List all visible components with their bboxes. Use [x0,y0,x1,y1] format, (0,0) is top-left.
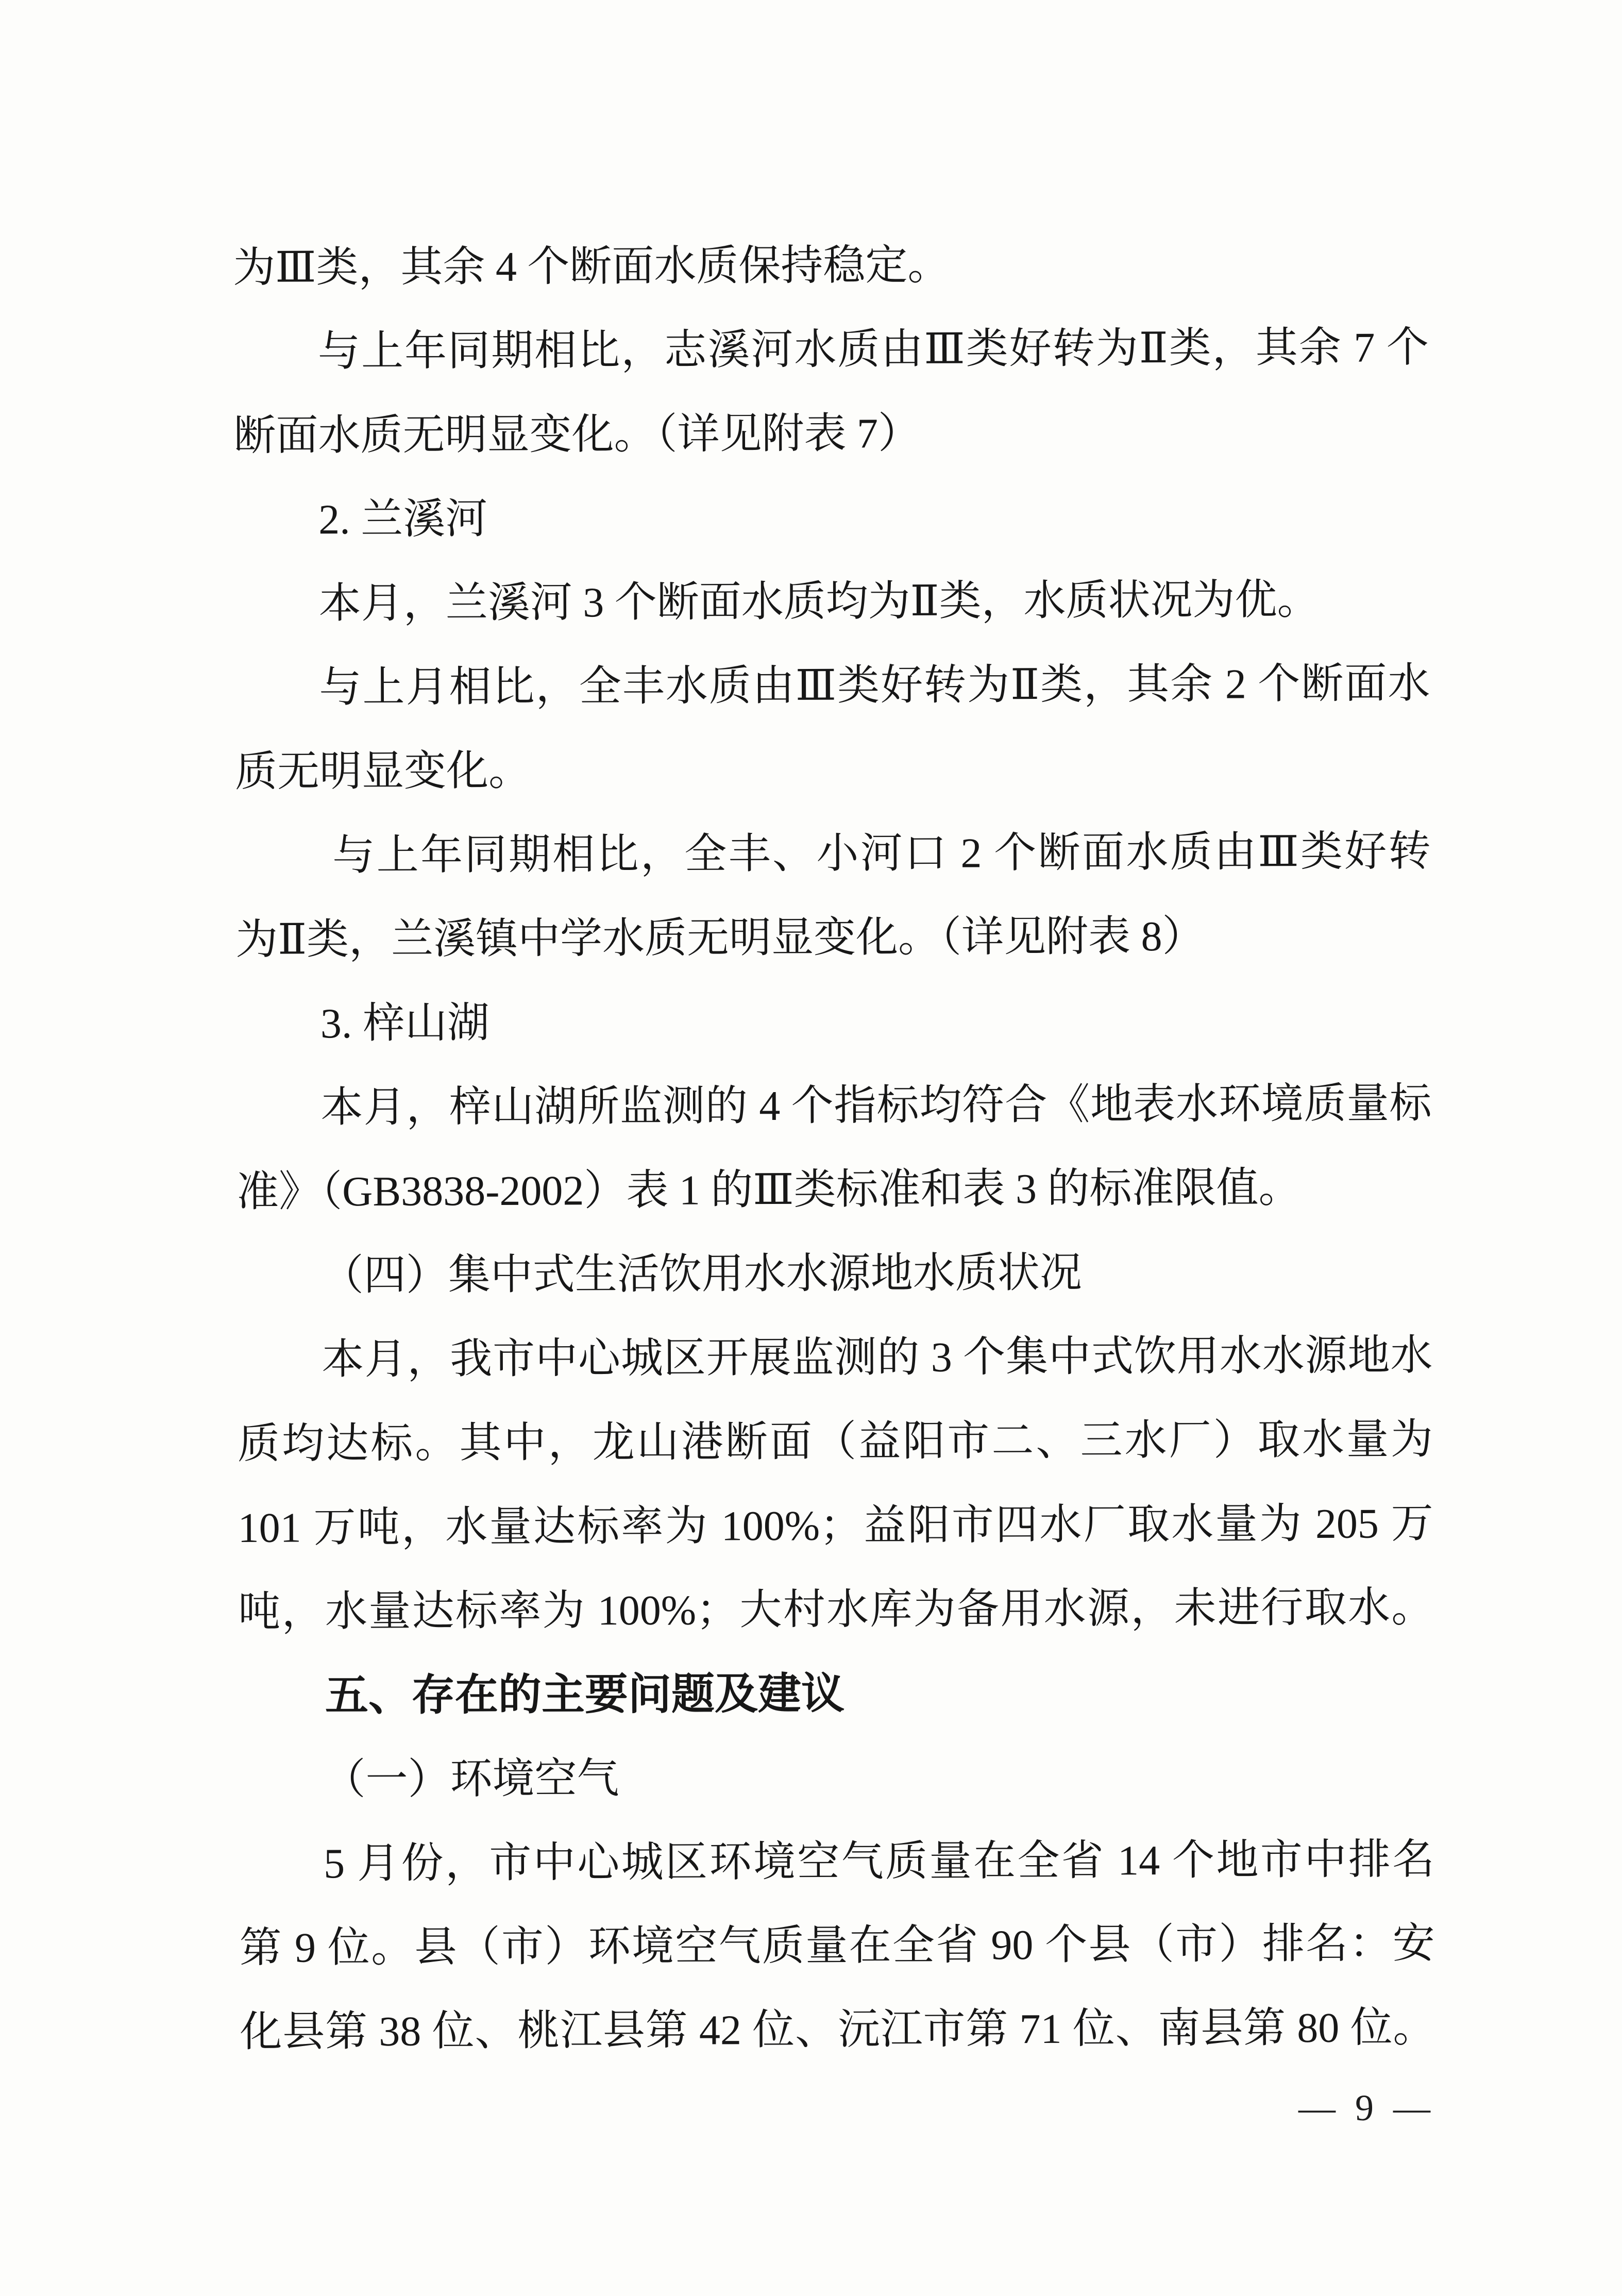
text-line-9: 为Ⅱ类，兰溪镇中学水质无明显变化。（详见附表 8） [235,912,1205,963]
text-line-12: 准》（GB3838-2002）表 1 的Ⅲ类标准和表 3 的标准限值。 [236,1164,1301,1215]
text-line-17: 吨，水量达标率为 100%；大村水库为备用水源，未进行取水。 [238,1584,1434,1635]
text-line-10: 3. 梓山湖 [320,999,490,1047]
text-line-6: 与上月相比，全丰水质由Ⅲ类好转为Ⅱ类，其余 2 个断面水 [319,660,1430,711]
text-line-15: 质均达标。其中，龙山港断面（益阳市二、三水厂）取水量为 [237,1416,1433,1467]
text-line-14: 本月，我市中心城区开展监测的 3 个集中式饮用水水源地水 [322,1332,1433,1383]
text-line-19: （一）环境空气 [323,1755,619,1803]
text-line-20: 5 月份，市中心城区环境空气质量在全省 14 个地市中排名 [324,1836,1435,1887]
text-line-7: 质无明显变化。 [234,747,531,795]
text-line-13: （四）集中式生活饮用水水源地水质状况 [321,1249,1083,1299]
text-line-22: 化县第 38 位、桃江县第 42 位、沅江市第 71 位、南县第 80 位。 [240,2004,1435,2055]
document-body [233,221,1435,2074]
text-line-3: 断面水质无明显变化。（详见附表 7） [233,409,921,459]
text-line-16: 101 万吨，水量达标率为 100%；益阳市四水厂取水量为 205 万 [238,1500,1433,1551]
text-line-21: 第 9 位。县（市）环境空气质量在全省 90 个县（市）排名：安 [239,1920,1435,1971]
text-line-1: 为Ⅲ类，其余 4 个断面水质保持稳定。 [233,241,950,291]
text-line-8: 与上年同期相比，全丰、小河口 2 个断面水质由Ⅲ类好转 [332,828,1431,879]
text-line-11: 本月，梓山湖所监测的 4 个指标均符合《地表水环境质量标 [320,1080,1432,1131]
text-line-2: 与上年同期相比，志溪河水质由Ⅲ类好转为Ⅱ类，其余 7 个 [317,324,1429,375]
text-line-4: 2. 兰溪河 [318,495,488,543]
text-line-5: 本月，兰溪河 3 个断面水质均为Ⅱ类，水质状况为优。 [318,576,1320,627]
page-number: — 9 — [1298,2087,1435,2129]
text-line-18: 五、存在的主要问题及建议 [325,1669,845,1720]
